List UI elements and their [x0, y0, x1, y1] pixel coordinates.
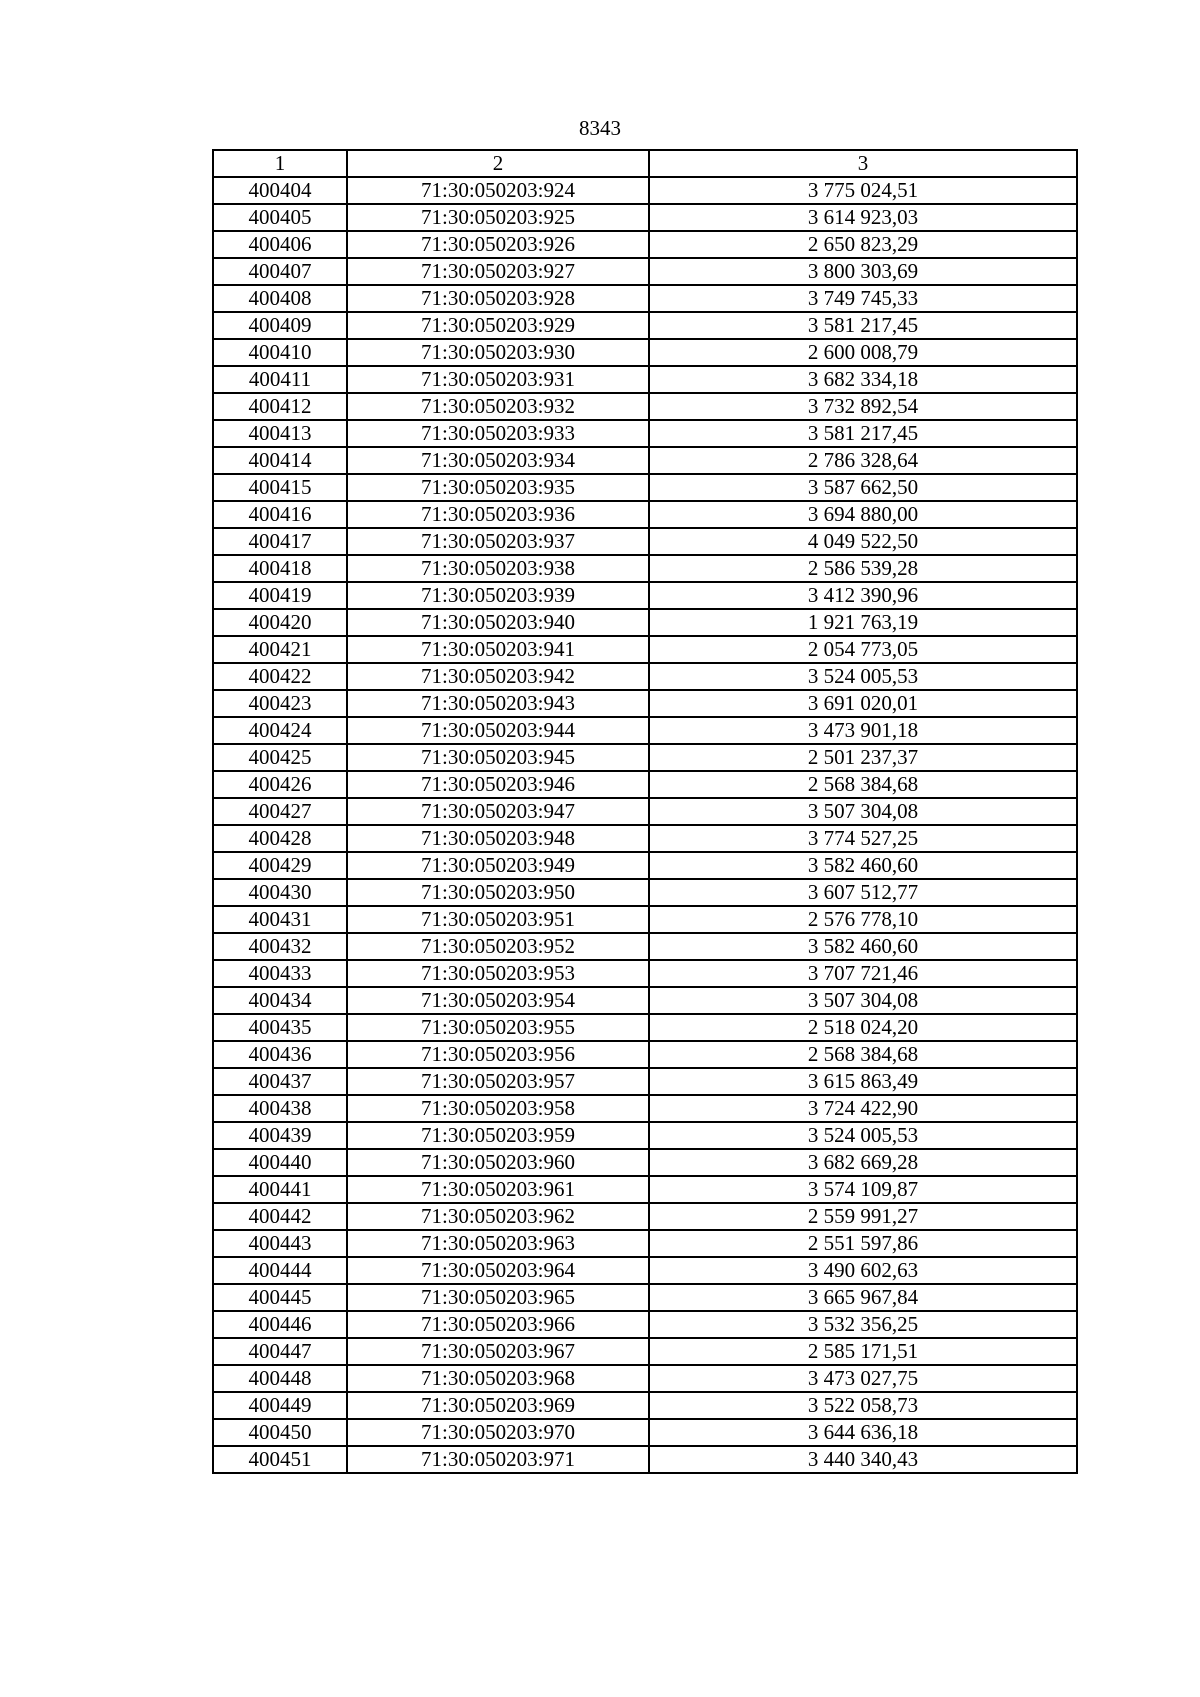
row-number-cell: 400434	[213, 987, 347, 1014]
cadastral-value-cell: 3 800 303,69	[649, 258, 1077, 285]
cadastral-value-cell: 3 581 217,45	[649, 312, 1077, 339]
cadastral-value-cell: 3 532 356,25	[649, 1311, 1077, 1338]
cadastral-value-cell: 2 576 778,10	[649, 906, 1077, 933]
cadastral-number-cell: 71:30:050203:930	[347, 339, 649, 366]
table-row	[213, 1311, 1077, 1338]
cadastral-number-cell: 71:30:050203:958	[347, 1095, 649, 1122]
row-number-cell: 400420	[213, 609, 347, 636]
table-row	[213, 393, 1077, 420]
cadastral-number-cell: 71:30:050203:966	[347, 1311, 649, 1338]
row-number-cell: 400411	[213, 366, 347, 393]
table-row	[213, 312, 1077, 339]
cadastral-value-cell: 3 524 005,53	[649, 663, 1077, 690]
table-row	[213, 690, 1077, 717]
row-number-cell: 400430	[213, 879, 347, 906]
cadastral-value-cell: 3 574 109,87	[649, 1176, 1077, 1203]
cadastral-number-cell: 71:30:050203:953	[347, 960, 649, 987]
row-number-cell: 400413	[213, 420, 347, 447]
cadastral-value-cell: 3 615 863,49	[649, 1068, 1077, 1095]
cadastral-number-cell: 71:30:050203:939	[347, 582, 649, 609]
row-number-cell: 400426	[213, 771, 347, 798]
page-number: 8343	[579, 116, 621, 140]
cadastral-value-cell: 3 587 662,50	[649, 474, 1077, 501]
cadastral-value-cell: 3 412 390,96	[649, 582, 1077, 609]
row-number-cell: 400418	[213, 555, 347, 582]
table-row	[213, 1230, 1077, 1257]
row-number-cell: 400440	[213, 1149, 347, 1176]
table-row	[213, 528, 1077, 555]
row-number-cell: 400449	[213, 1392, 347, 1419]
table-row	[213, 609, 1077, 636]
table-row	[213, 1122, 1077, 1149]
cadastral-value-cell: 3 691 020,01	[649, 690, 1077, 717]
cadastral-number-cell: 71:30:050203:971	[347, 1446, 649, 1473]
table-row	[213, 420, 1077, 447]
table-row	[213, 258, 1077, 285]
cadastral-number-cell: 71:30:050203:942	[347, 663, 649, 690]
table-row	[213, 771, 1077, 798]
row-number-cell: 400431	[213, 906, 347, 933]
table-row	[213, 960, 1077, 987]
table-row	[213, 744, 1077, 771]
cadastral-number-cell: 71:30:050203:952	[347, 933, 649, 960]
cadastral-value-cell: 3 582 460,60	[649, 852, 1077, 879]
row-number-cell: 400424	[213, 717, 347, 744]
table-row	[213, 987, 1077, 1014]
table-row	[213, 1068, 1077, 1095]
cadastral-number-cell: 71:30:050203:940	[347, 609, 649, 636]
row-number-cell: 400406	[213, 231, 347, 258]
row-number-cell: 400415	[213, 474, 347, 501]
cadastral-number-cell: 71:30:050203:950	[347, 879, 649, 906]
cadastral-number-cell: 71:30:050203:960	[347, 1149, 649, 1176]
cadastral-value-cell: 3 732 892,54	[649, 393, 1077, 420]
cadastral-value-cell: 3 707 721,46	[649, 960, 1077, 987]
table-row	[213, 1446, 1077, 1473]
cadastral-number-cell: 71:30:050203:945	[347, 744, 649, 771]
table-row	[213, 1041, 1077, 1068]
row-number-cell: 400427	[213, 798, 347, 825]
table-row	[213, 501, 1077, 528]
row-number-cell: 400442	[213, 1203, 347, 1230]
cadastral-number-cell: 71:30:050203:963	[347, 1230, 649, 1257]
cadastral-number-cell: 71:30:050203:969	[347, 1392, 649, 1419]
cadastral-number-cell: 71:30:050203:955	[347, 1014, 649, 1041]
header-cell-1: 1	[213, 150, 347, 177]
table-row	[213, 555, 1077, 582]
header-cell-2: 2	[347, 150, 649, 177]
cadastral-number-cell: 71:30:050203:951	[347, 906, 649, 933]
cadastral-value-cell: 2 568 384,68	[649, 1041, 1077, 1068]
row-number-cell: 400444	[213, 1257, 347, 1284]
row-number-cell: 400423	[213, 690, 347, 717]
table-row	[213, 285, 1077, 312]
cadastral-number-cell: 71:30:050203:944	[347, 717, 649, 744]
row-number-cell: 400445	[213, 1284, 347, 1311]
table-row	[213, 1365, 1077, 1392]
cadastral-value-cell: 3 749 745,33	[649, 285, 1077, 312]
cadastral-number-cell: 71:30:050203:957	[347, 1068, 649, 1095]
cadastral-number-cell: 71:30:050203:961	[347, 1176, 649, 1203]
row-number-cell: 400408	[213, 285, 347, 312]
table-row	[213, 636, 1077, 663]
cadastral-number-cell: 71:30:050203:938	[347, 555, 649, 582]
table-row	[213, 906, 1077, 933]
row-number-cell: 400443	[213, 1230, 347, 1257]
cadastral-number-cell: 71:30:050203:933	[347, 420, 649, 447]
cadastral-value-cell: 3 774 527,25	[649, 825, 1077, 852]
row-number-cell: 400404	[213, 177, 347, 204]
cadastral-number-cell: 71:30:050203:941	[347, 636, 649, 663]
table-row	[213, 1419, 1077, 1446]
table-row	[213, 366, 1077, 393]
cadastral-number-cell: 71:30:050203:936	[347, 501, 649, 528]
header-cell-3: 3	[649, 150, 1077, 177]
cadastral-value-cell: 3 522 058,73	[649, 1392, 1077, 1419]
cadastral-number-cell: 71:30:050203:935	[347, 474, 649, 501]
row-number-cell: 400407	[213, 258, 347, 285]
cadastral-number-cell: 71:30:050203:949	[347, 852, 649, 879]
cadastral-value-cell: 2 786 328,64	[649, 447, 1077, 474]
row-number-cell: 400450	[213, 1419, 347, 1446]
table-row	[213, 1392, 1077, 1419]
table-row	[213, 717, 1077, 744]
cadastral-value-cell: 3 581 217,45	[649, 420, 1077, 447]
table-row	[213, 1257, 1077, 1284]
row-number-cell: 400446	[213, 1311, 347, 1338]
cadastral-number-cell: 71:30:050203:956	[347, 1041, 649, 1068]
table-row	[213, 177, 1077, 204]
table-row	[213, 663, 1077, 690]
cadastral-value-cell: 4 049 522,50	[649, 528, 1077, 555]
cadastral-value-cell: 2 585 171,51	[649, 1338, 1077, 1365]
row-number-cell: 400451	[213, 1446, 347, 1473]
table-row	[213, 879, 1077, 906]
row-number-cell: 400437	[213, 1068, 347, 1095]
cadastral-number-cell: 71:30:050203:948	[347, 825, 649, 852]
row-number-cell: 400432	[213, 933, 347, 960]
row-number-cell: 400433	[213, 960, 347, 987]
cadastral-number-cell: 71:30:050203:937	[347, 528, 649, 555]
row-number-cell: 400419	[213, 582, 347, 609]
cadastral-number-cell: 71:30:050203:964	[347, 1257, 649, 1284]
table-row	[213, 1095, 1077, 1122]
cadastral-value-cell: 3 682 669,28	[649, 1149, 1077, 1176]
cadastral-value-cell: 3 490 602,63	[649, 1257, 1077, 1284]
table-row	[213, 1203, 1077, 1230]
row-number-cell: 400422	[213, 663, 347, 690]
row-number-cell: 400428	[213, 825, 347, 852]
cadastral-number-cell: 71:30:050203:934	[347, 447, 649, 474]
cadastral-value-cell: 3 507 304,08	[649, 987, 1077, 1014]
cadastral-number-cell: 71:30:050203:927	[347, 258, 649, 285]
cadastral-value-cell: 2 568 384,68	[649, 771, 1077, 798]
cadastral-value-cell: 3 582 460,60	[649, 933, 1077, 960]
cadastral-value-cell: 2 518 024,20	[649, 1014, 1077, 1041]
row-number-cell: 400447	[213, 1338, 347, 1365]
cadastral-number-cell: 71:30:050203:946	[347, 771, 649, 798]
cadastral-value-cell: 3 665 967,84	[649, 1284, 1077, 1311]
cadastral-value-cell: 2 551 597,86	[649, 1230, 1077, 1257]
row-number-cell: 400439	[213, 1122, 347, 1149]
row-number-cell: 400405	[213, 204, 347, 231]
row-number-cell: 400436	[213, 1041, 347, 1068]
table-row	[213, 852, 1077, 879]
cadastral-number-cell: 71:30:050203:932	[347, 393, 649, 420]
table-row	[213, 339, 1077, 366]
cadastral-value-cell: 3 473 901,18	[649, 717, 1077, 744]
row-number-cell: 400441	[213, 1176, 347, 1203]
cadastral-number-cell: 71:30:050203:967	[347, 1338, 649, 1365]
cadastral-number-cell: 71:30:050203:970	[347, 1419, 649, 1446]
cadastral-number-cell: 71:30:050203:947	[347, 798, 649, 825]
cadastral-number-cell: 71:30:050203:925	[347, 204, 649, 231]
cadastral-number-cell: 71:30:050203:928	[347, 285, 649, 312]
cadastral-number-cell: 71:30:050203:959	[347, 1122, 649, 1149]
cadastral-value-cell: 3 644 636,18	[649, 1419, 1077, 1446]
row-number-cell: 400421	[213, 636, 347, 663]
cadastral-number-cell: 71:30:050203:968	[347, 1365, 649, 1392]
cadastral-value-cell: 2 559 991,27	[649, 1203, 1077, 1230]
row-number-cell: 400412	[213, 393, 347, 420]
cadastral-value-cell: 3 694 880,00	[649, 501, 1077, 528]
table-body	[213, 150, 1077, 1473]
row-number-cell: 400416	[213, 501, 347, 528]
table-row	[213, 1176, 1077, 1203]
table-header-row	[213, 150, 1077, 177]
table-row	[213, 1284, 1077, 1311]
row-number-cell: 400425	[213, 744, 347, 771]
table-row	[213, 825, 1077, 852]
cadastral-value-cell: 3 507 304,08	[649, 798, 1077, 825]
table-row	[213, 582, 1077, 609]
cadastral-number-cell: 71:30:050203:931	[347, 366, 649, 393]
cadastral-value-cell: 3 724 422,90	[649, 1095, 1077, 1122]
cadastral-value-cell: 3 607 512,77	[649, 879, 1077, 906]
cadastral-number-cell: 71:30:050203:943	[347, 690, 649, 717]
row-number-cell: 400414	[213, 447, 347, 474]
cadastral-number-cell: 71:30:050203:929	[347, 312, 649, 339]
cadastral-number-cell: 71:30:050203:926	[347, 231, 649, 258]
cadastral-number-cell: 71:30:050203:954	[347, 987, 649, 1014]
cadastral-value-cell: 1 921 763,19	[649, 609, 1077, 636]
cadastral-number-cell: 71:30:050203:924	[347, 177, 649, 204]
row-number-cell: 400435	[213, 1014, 347, 1041]
cadastral-value-cell: 3 614 923,03	[649, 204, 1077, 231]
table-row	[213, 933, 1077, 960]
row-number-cell: 400409	[213, 312, 347, 339]
cadastral-value-cell: 2 054 773,05	[649, 636, 1077, 663]
row-number-cell: 400429	[213, 852, 347, 879]
row-number-cell: 400438	[213, 1095, 347, 1122]
row-number-cell: 400410	[213, 339, 347, 366]
table-row	[213, 798, 1077, 825]
table-row	[213, 474, 1077, 501]
cadastral-value-cell: 2 501 237,37	[649, 744, 1077, 771]
cadastral-value-cell: 2 586 539,28	[649, 555, 1077, 582]
cadastral-value-cell: 3 775 024,51	[649, 177, 1077, 204]
row-number-cell: 400448	[213, 1365, 347, 1392]
table-row	[213, 447, 1077, 474]
cadastral-value-cell: 3 440 340,43	[649, 1446, 1077, 1473]
cadastral-value-table	[212, 149, 1078, 1474]
table-row	[213, 1149, 1077, 1176]
table-row	[213, 204, 1077, 231]
table-row	[213, 1014, 1077, 1041]
table-row	[213, 231, 1077, 258]
table-row	[213, 1338, 1077, 1365]
cadastral-value-cell: 2 650 823,29	[649, 231, 1077, 258]
cadastral-number-cell: 71:30:050203:965	[347, 1284, 649, 1311]
row-number-cell: 400417	[213, 528, 347, 555]
cadastral-value-cell: 3 682 334,18	[649, 366, 1077, 393]
cadastral-value-cell: 3 473 027,75	[649, 1365, 1077, 1392]
cadastral-number-cell: 71:30:050203:962	[347, 1203, 649, 1230]
cadastral-value-cell: 3 524 005,53	[649, 1122, 1077, 1149]
cadastral-value-cell: 2 600 008,79	[649, 339, 1077, 366]
